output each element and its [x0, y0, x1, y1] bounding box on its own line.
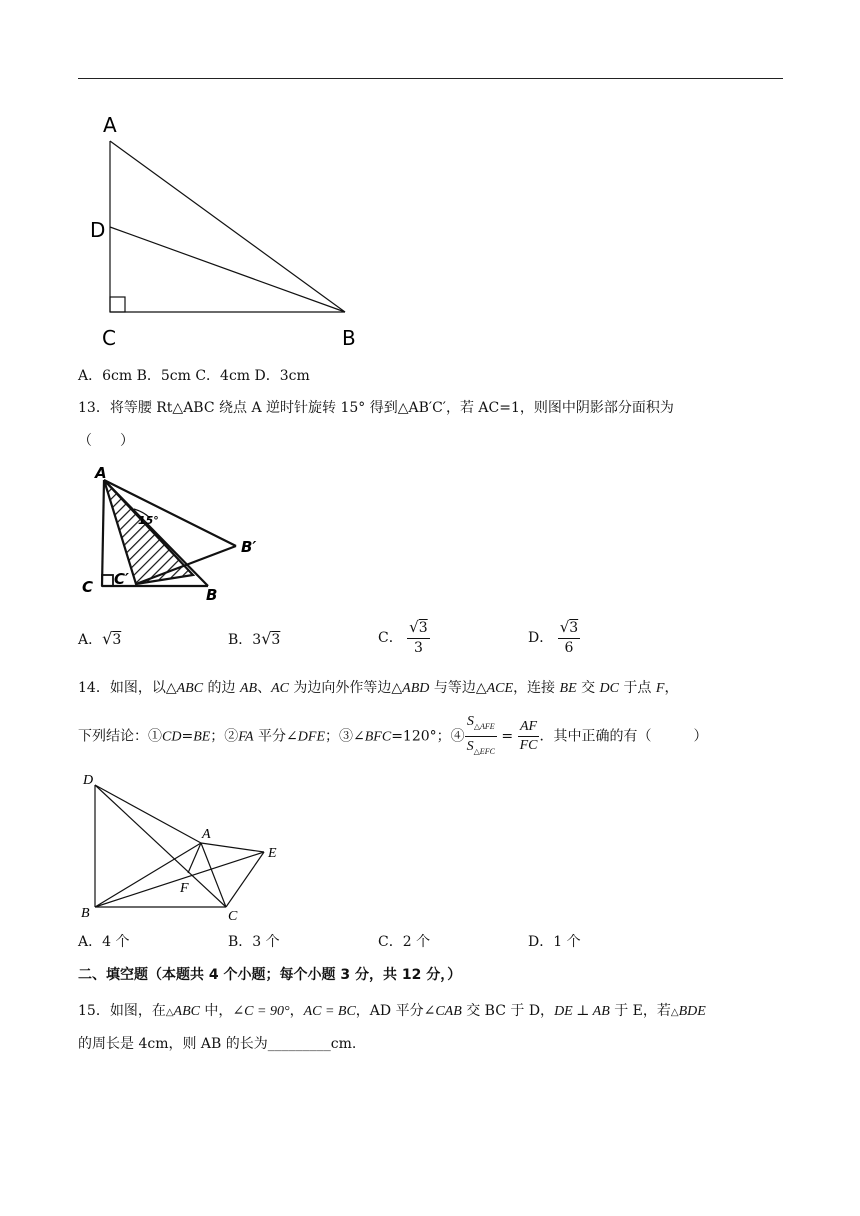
label-angle: 15°: [138, 514, 159, 527]
q14-stem-line2: 下列结论：①CD=BE；②FA 平分∠DFE；③∠BFC=120°；④ $\frac{S_{\triangle AFE}}{S_{\triangle EFC}}$ = $\frac{AF}{FC}$ ．其中正确的有（ ）: [78, 714, 708, 756]
q13-stem-line2: （ ）: [78, 433, 134, 449]
label-b: B: [206, 586, 218, 604]
label-a: A: [202, 827, 211, 842]
right-angle-mark: [110, 297, 125, 312]
label-c: C: [102, 326, 116, 350]
q12-options: A．6cm B．5cm C．4cm D．3cm: [78, 368, 310, 384]
right-angle-mark: [102, 575, 113, 586]
header-rule: [78, 78, 783, 79]
q14-option-b: B．3 个: [228, 934, 280, 950]
q14-option-a: A．4 个: [78, 934, 130, 950]
label-b: B: [81, 906, 90, 921]
section-title: 二、填空题（本题共 4 个小题；每个小题 3 分，共 12 分，）: [78, 967, 462, 983]
q14-option-c: C．2 个: [378, 934, 431, 950]
q13-option-b: B．3√3: [228, 629, 281, 648]
label-a: A: [95, 464, 107, 482]
q13-rotation-figure: [78, 462, 278, 607]
label-b: B: [342, 326, 356, 350]
q15-stem-line2: 的周长是 4cm，则 AB 的长为_________cm.: [78, 1036, 357, 1052]
q14-stem-line1: 14．如图，以△ABC 的边 AB、AC 为边向外作等边△ABD 与等边△ACE，连接 BE 交 DC 于点 F，: [78, 680, 679, 696]
q14-option-d: D．1 个: [528, 934, 581, 950]
q15-stem-line1: 15．如图，在△ABC 中，∠C = 90°，AC = BC，AD 平分∠CAB 交 BC 于 D，DE ⊥ AB 于 E，若△BDE: [78, 1003, 706, 1019]
q13-stem-line1: 13．将等腰 Rt△ABC 绕点 A 逆时针旋转 15° 得到△AB′C′，若 AC=1，则图中阴影部分面积为: [78, 400, 674, 416]
label-c: C: [82, 578, 94, 596]
label-c-prime: C′: [114, 570, 129, 588]
label-c: C: [228, 909, 238, 924]
label-f: F: [180, 881, 189, 896]
q13-option-d: D． $\frac{√3}{6}$: [528, 618, 579, 656]
label-b-prime: B′: [241, 538, 257, 556]
q13-option-a: A．√3: [78, 629, 122, 648]
label-d: D: [90, 218, 106, 242]
label-e: E: [268, 846, 277, 861]
q14-equilateral-figure: [78, 770, 298, 924]
answer-blank[interactable]: _________: [267, 1036, 331, 1052]
q13-option-c: C． $\frac{√3}{3}$: [378, 618, 428, 656]
label-d: D: [83, 773, 94, 788]
q12-triangle-figure: [80, 105, 370, 355]
label-a: A: [103, 113, 117, 137]
